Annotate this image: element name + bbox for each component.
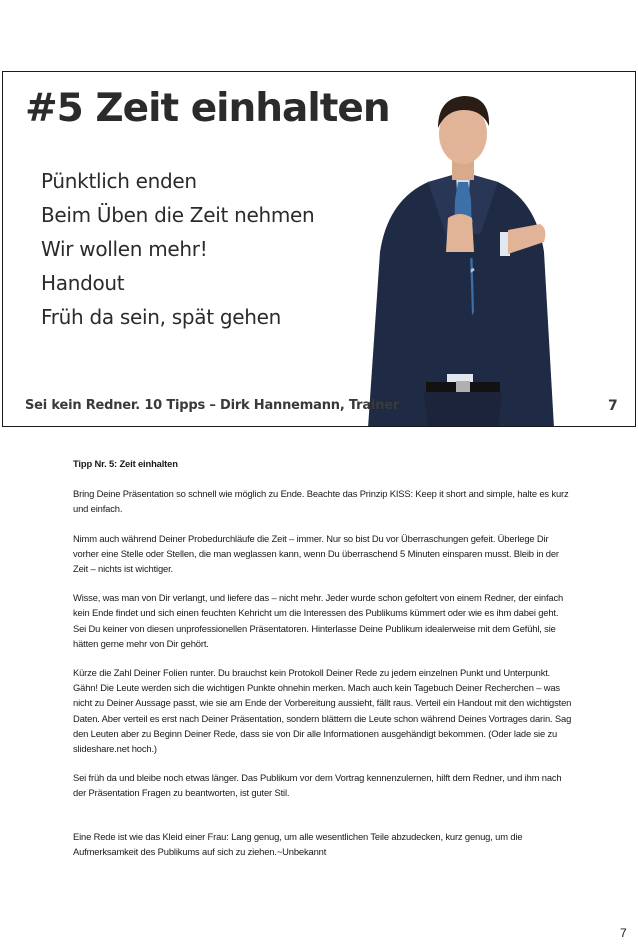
slide-bullet: Handout	[41, 271, 125, 295]
notes-paragraph: Nimm auch während Deiner Probedurchläufe die Zeit – immer. Nur so bist Du vor Überraschungen gefeit. Überlege Dir vorher eine Stelle oder Stellen, die man weglassen kann, wenn Du überraschend 5 Minuten einsparen musst. Bleib in der Zeit – nichts ist wichtiger.	[73, 532, 559, 575]
slide-bullet: Früh da sein, spät gehen	[41, 305, 281, 329]
notes-content	[73, 456, 573, 873]
slide-bullet-list	[41, 164, 314, 334]
slide-bullet: Beim Üben die Zeit nehmen	[41, 203, 315, 227]
notes-heading: Tipp Nr. 5: Zeit einhalten	[73, 458, 178, 469]
businessman-timeout-illustration	[358, 82, 568, 427]
slide-footer: Sei kein Redner. 10 Tipps – Dirk Hannemann, Trainer	[25, 398, 400, 413]
quote-paragraph: Eine Rede ist wie das Kleid einer Frau: Lang genug, um alle wesentlichen Teile abzudecken, kurz genug, um die Aufmerksamkeit des Publikums auf sich zu ziehen.~Unbekannt	[73, 830, 523, 857]
slide-title: #5 Zeit einhalten	[25, 86, 390, 131]
slide-bullet: Wir wollen mehr!	[41, 237, 208, 261]
page-number: 7	[620, 926, 627, 940]
slide	[2, 71, 636, 427]
notes-paragraph: Sei früh da und bleibe noch etwas länger. Das Publikum vor dem Vortrag kennenzulernen, hilft dem Redner, und ihm nach der Präsentation Fragen zu beantworten, ist guter Stil.	[73, 772, 562, 799]
notes-paragraph: Kürze die Zahl Deiner Folien runter. Du brauchst kein Protokoll Deiner Rede zu jedem einzelnen Punkt und Unterpunkt. Gähn! Die Leute werden sich die wichtigen Punkte ohnehin merken. Mach auch kein Tagebuch Deiner Recherchen – was nicht zu Deiner Aussage passt, wie sie am Ende der Vorbereitung aussieht, fällt raus. Verteil ein Handout mit den wichtigsten Daten. Aber verteil es erst nach Deiner Präsentation, sondern blättern die Leute schon während Deines Vortrages darin. Sag den Leuten aber zu Beginn Deiner Rede, dass sie von Dir alle Informationen ausgehändigt bekommen. (Oder lade sie zu slideshare.net hoch.)	[73, 667, 572, 755]
slide-bullet: Pünktlich enden	[41, 169, 197, 193]
notes-paragraph: Bring Deine Präsentation so schnell wie möglich zu Ende. Beachte das Prinzip KISS: Keep it short and simple, halte es kurz und einfach.	[73, 488, 569, 515]
slide-number: 7	[608, 398, 618, 414]
notes-paragraph: Wisse, was man von Dir verlangt, und liefere das – nicht mehr. Jeder wurde schon gefoltert von einem Redner, der einfach kein Ende findet und sich einen feuchten Kehricht um die Interessen des Publikums kümmert oder wie es ihm dabei geht. Sei Du keiner von diesen unprofessionellen Präsentatoren. Hinterlasse Deine Publikum idealerweise mit dem Gefühl, sie hätten gerne mehr von Dir gehört.	[73, 592, 564, 649]
